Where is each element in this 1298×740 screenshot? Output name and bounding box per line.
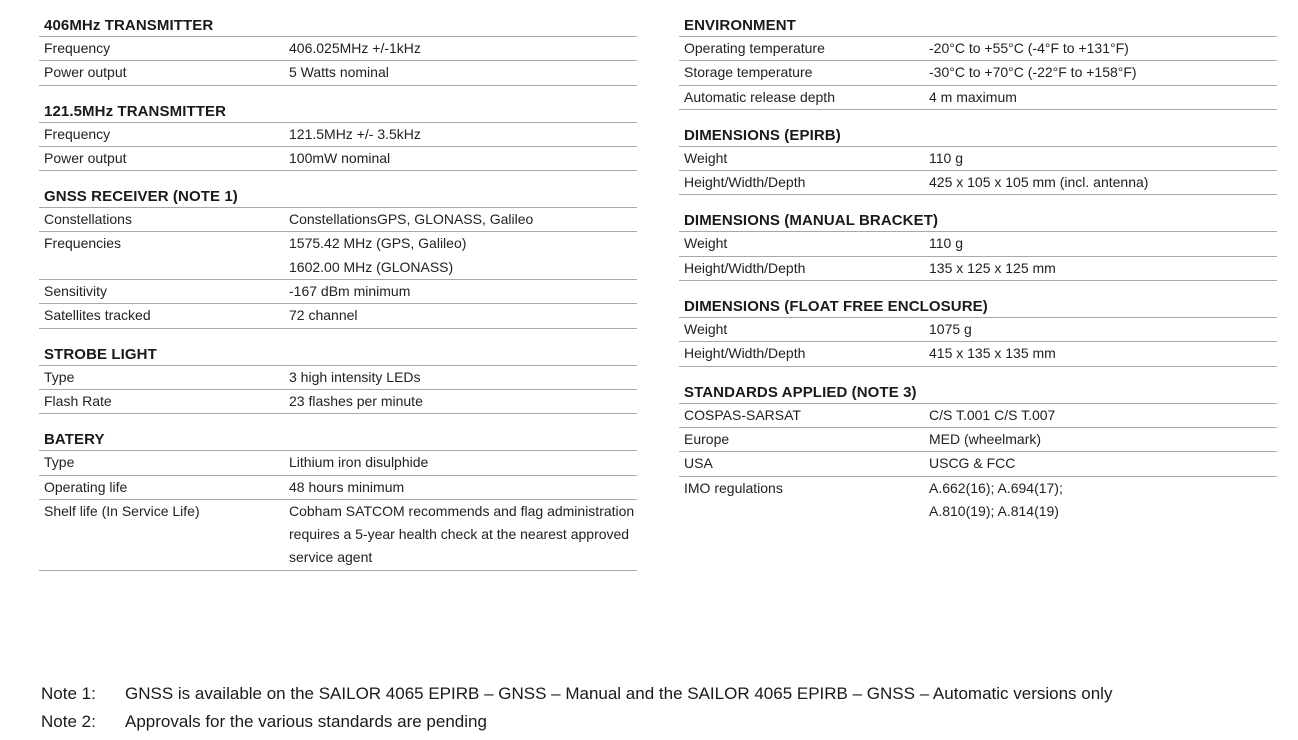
section-title: DIMENSIONS (MANUAL BRACKET) bbox=[679, 209, 1277, 232]
spec-value-line: -20°C to +55°C (-4°F to +131°F) bbox=[929, 40, 1129, 56]
spec-row bbox=[679, 147, 1277, 171]
spec-value-line: 415 x 135 x 135 mm bbox=[929, 345, 1056, 362]
spec-value bbox=[929, 147, 1277, 170]
spec-value bbox=[929, 452, 1277, 475]
section-title: 121.5MHz TRANSMITTER bbox=[39, 100, 637, 123]
spec-row bbox=[679, 232, 1277, 256]
spec-row bbox=[39, 123, 637, 147]
spec-value bbox=[289, 390, 637, 413]
note-text: GNSS is available on the SAILOR 4065 EPIRB – GNSS – Manual and the SAILOR 4065 EPIRB – GNSS – Automatic versions only bbox=[125, 684, 1113, 703]
note-2 bbox=[41, 708, 1112, 736]
spec-value bbox=[289, 123, 637, 146]
spec-label: Satellites tracked bbox=[44, 307, 151, 324]
spec-value-line: 72 channel bbox=[289, 307, 358, 324]
spec-value bbox=[289, 451, 637, 474]
left-spec-column bbox=[39, 14, 637, 585]
right-spec-column bbox=[679, 14, 1277, 537]
spec-label: Frequency bbox=[44, 40, 111, 56]
spec-label: Height/Width/Depth bbox=[684, 174, 806, 191]
spec-label: Europe bbox=[684, 430, 730, 447]
spec-value-line: service agent bbox=[289, 549, 373, 566]
spec-value bbox=[929, 257, 1277, 280]
spec-row bbox=[39, 37, 637, 61]
spec-label: Type bbox=[44, 368, 75, 385]
spec-section-strobe-light bbox=[39, 343, 637, 415]
spec-section-environment bbox=[679, 14, 1277, 110]
spec-label: Height/Width/Depth bbox=[684, 345, 806, 362]
notes-block bbox=[41, 680, 1112, 736]
spec-label: IMO regulations bbox=[684, 479, 783, 496]
spec-row bbox=[679, 318, 1277, 342]
spec-label: Weight bbox=[684, 321, 728, 338]
spec-row bbox=[39, 500, 637, 571]
spec-value bbox=[289, 304, 637, 327]
spec-label: Power output bbox=[44, 149, 127, 166]
spec-value-line: A.810(19); A.814(19) bbox=[929, 502, 1059, 519]
spec-value bbox=[929, 61, 1277, 84]
spec-section-standards-applied-note-3 bbox=[679, 381, 1277, 523]
spec-value bbox=[929, 404, 1277, 427]
note-label: Note 2: bbox=[41, 712, 96, 731]
spec-row bbox=[679, 61, 1277, 85]
spec-value bbox=[929, 428, 1277, 451]
spec-row bbox=[39, 61, 637, 85]
section-title: GNSS RECEIVER (NOTE 1) bbox=[39, 185, 637, 208]
spec-value-line: 110 g bbox=[929, 235, 963, 252]
spec-value bbox=[289, 37, 637, 60]
spec-value bbox=[289, 476, 637, 499]
spec-value bbox=[289, 208, 637, 231]
spec-label: Flash Rate bbox=[44, 392, 112, 409]
section-title: DIMENSIONS (FLOAT FREE ENCLOSURE) bbox=[679, 295, 1277, 318]
spec-section-406mhz-transmitter bbox=[39, 14, 637, 86]
spec-value-line: 406.025MHz +/-1kHz bbox=[289, 40, 421, 56]
spec-row bbox=[679, 428, 1277, 452]
spec-value bbox=[289, 280, 637, 303]
spec-label: Power output bbox=[44, 64, 127, 81]
spec-label: Automatic release depth bbox=[684, 88, 835, 105]
spec-row bbox=[679, 171, 1277, 195]
spec-row bbox=[39, 147, 637, 171]
spec-value-line: 5 Watts nominal bbox=[289, 64, 389, 81]
spec-label: Constellations bbox=[44, 211, 132, 228]
spec-value-line: 110 g bbox=[929, 149, 963, 166]
spec-value bbox=[929, 232, 1277, 255]
spec-section-dimensions-epirb bbox=[679, 124, 1277, 196]
section-title: DIMENSIONS (EPIRB) bbox=[679, 124, 1277, 147]
note-text: Approvals for the various standards are pending bbox=[125, 712, 487, 731]
section-title: 406MHz TRANSMITTER bbox=[39, 14, 637, 37]
spec-row bbox=[679, 477, 1277, 524]
spec-row bbox=[39, 451, 637, 475]
spec-section-dimensions-manual-bracket bbox=[679, 209, 1277, 281]
spec-row bbox=[679, 342, 1277, 366]
spec-label: Type bbox=[44, 454, 75, 471]
spec-label: Operating temperature bbox=[684, 40, 825, 56]
spec-value-line: 1575.42 MHz (GPS, Galileo) bbox=[289, 235, 467, 252]
spec-row bbox=[39, 304, 637, 328]
spec-label: Weight bbox=[684, 235, 728, 252]
spec-value bbox=[929, 342, 1277, 365]
spec-section-gnss-receiver-note-1 bbox=[39, 185, 637, 328]
spec-value bbox=[289, 61, 637, 84]
spec-section-121-5mhz-transmitter bbox=[39, 100, 637, 172]
spec-value-line: 425 x 105 x 105 mm (incl. antenna) bbox=[929, 174, 1149, 191]
spec-row bbox=[679, 452, 1277, 476]
spec-value-line: 135 x 125 x 125 mm bbox=[929, 259, 1056, 276]
spec-value bbox=[289, 232, 637, 279]
spec-label: USA bbox=[684, 455, 713, 472]
section-title: STROBE LIGHT bbox=[39, 343, 637, 366]
spec-value bbox=[929, 86, 1277, 109]
spec-label: Frequencies bbox=[44, 235, 122, 252]
note-label: Note 1: bbox=[41, 684, 96, 703]
spec-row bbox=[679, 86, 1277, 110]
spec-value-line: 1602.00 MHz (GLONASS) bbox=[289, 258, 454, 275]
spec-value bbox=[289, 366, 637, 389]
spec-value bbox=[929, 318, 1277, 341]
spec-value-line: requires a 5-year health check at the nearest approved bbox=[289, 526, 630, 543]
spec-value-line: 23 flashes per minute bbox=[289, 392, 423, 409]
spec-label: Weight bbox=[684, 149, 728, 166]
spec-value-line: -30°C to +70°C (-22°F to +158°F) bbox=[929, 64, 1137, 81]
spec-label: Height/Width/Depth bbox=[684, 259, 806, 276]
spec-row bbox=[679, 37, 1277, 61]
spec-value-line: Cobham SATCOM recommends and flag administration bbox=[289, 502, 635, 519]
spec-row bbox=[39, 232, 637, 280]
spec-value-line: MED (wheelmark) bbox=[929, 430, 1042, 447]
spec-value bbox=[929, 171, 1277, 194]
note-1 bbox=[41, 680, 1112, 708]
spec-value-line: 48 hours minimum bbox=[289, 478, 405, 495]
section-title: BATERY bbox=[39, 428, 637, 451]
spec-value-line: 100mW nominal bbox=[289, 149, 391, 166]
spec-value bbox=[929, 477, 1277, 524]
spec-row bbox=[39, 280, 637, 304]
spec-row bbox=[39, 390, 637, 414]
spec-label: Shelf life (In Service Life) bbox=[44, 502, 200, 519]
spec-value bbox=[289, 147, 637, 170]
spec-value-line: 121.5MHz +/- 3.5kHz bbox=[289, 125, 421, 142]
spec-value-line: -167 dBm minimum bbox=[289, 283, 411, 300]
spec-row bbox=[39, 208, 637, 232]
spec-row bbox=[679, 404, 1277, 428]
spec-label: Frequency bbox=[44, 125, 111, 142]
spec-value-line: 1075 g bbox=[929, 321, 972, 338]
spec-value-line: 4 m maximum bbox=[929, 88, 1017, 105]
spec-value-line: ConstellationsGPS, GLONASS, Galileo bbox=[289, 211, 534, 228]
spec-value-line: A.662(16); A.694(17); bbox=[929, 479, 1063, 496]
spec-label: Sensitivity bbox=[44, 283, 108, 300]
spec-value-line: USCG & FCC bbox=[929, 455, 1016, 472]
spec-section-dimensions-float-free-enclosure bbox=[679, 295, 1277, 367]
section-title: STANDARDS APPLIED (NOTE 3) bbox=[679, 381, 1277, 404]
spec-value-line: 3 high intensity LEDs bbox=[289, 368, 421, 385]
section-title: ENVIRONMENT bbox=[679, 14, 1277, 37]
spec-label: Operating life bbox=[44, 478, 128, 495]
spec-label: COSPAS-SARSAT bbox=[684, 406, 801, 423]
spec-value-line: Lithium iron disulphide bbox=[289, 454, 429, 471]
spec-value bbox=[929, 37, 1277, 60]
spec-row bbox=[39, 366, 637, 390]
spec-row bbox=[39, 476, 637, 500]
spec-value bbox=[289, 500, 637, 570]
spec-label: Storage temperature bbox=[684, 64, 813, 81]
spec-section-batery bbox=[39, 428, 637, 570]
spec-row bbox=[679, 257, 1277, 281]
spec-value-line: C/S T.001 C/S T.007 bbox=[929, 406, 1056, 423]
